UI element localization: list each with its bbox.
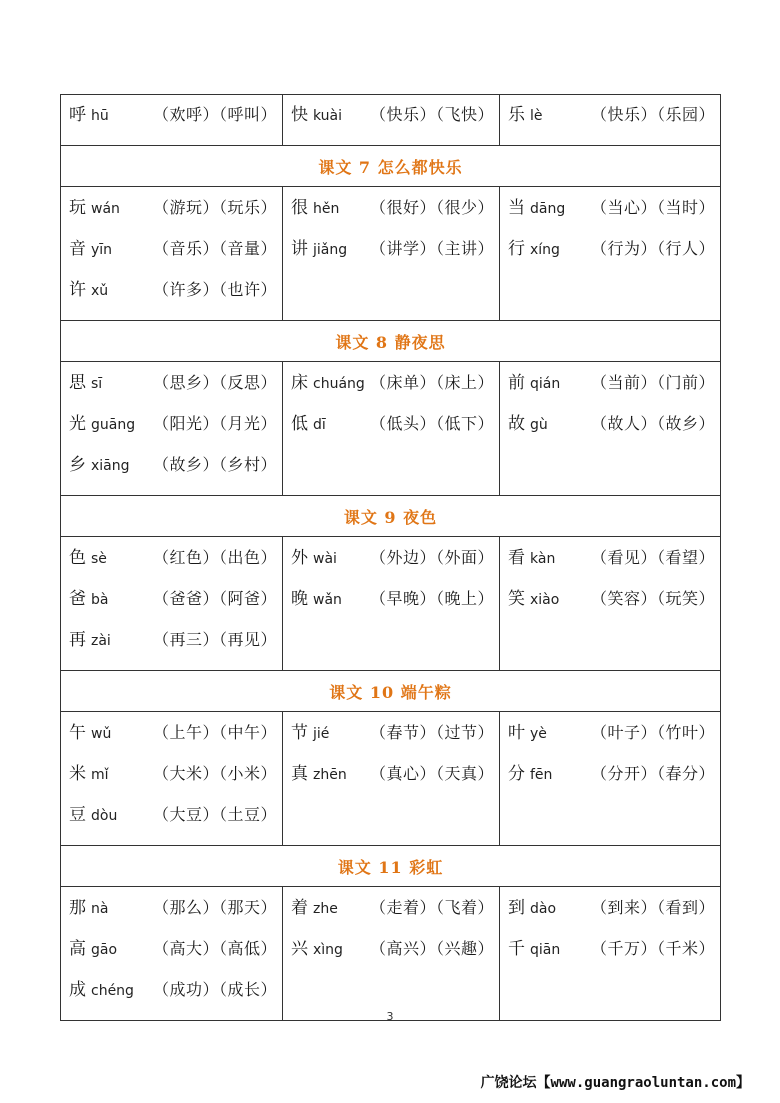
vocab-char: 快 <box>291 105 308 125</box>
vocab-words: （红色）（出色） <box>152 548 277 567</box>
vocab-char: 成 <box>69 980 86 1000</box>
vocab-entry <box>283 197 499 238</box>
vocab-words: （高大）（高低） <box>152 939 277 958</box>
vocab-entry <box>283 547 499 588</box>
vocab-char: 看 <box>508 548 525 568</box>
vocab-words: （讲学）（主讲） <box>369 239 494 258</box>
vocab-words: （笑容）（玩笑） <box>590 589 715 608</box>
vocab-entry <box>283 897 499 938</box>
lesson-words-row <box>61 887 721 1021</box>
carryover-cell <box>283 95 500 146</box>
vocab-words: （故人）（故乡） <box>590 414 715 433</box>
vocab-entry <box>61 938 282 979</box>
vocabulary-table <box>60 94 721 1021</box>
vocab-words: （早晚）（晚上） <box>369 589 494 608</box>
carryover-cell <box>500 95 721 146</box>
vocab-pinyin: yè <box>530 726 547 742</box>
vocab-pinyin: dào <box>530 901 557 917</box>
vocab-entry <box>283 104 499 145</box>
carryover-cell <box>61 95 283 146</box>
lesson-title: 课文 8 静夜思 <box>61 321 721 362</box>
vocab-char: 讲 <box>291 239 308 259</box>
lesson-words-cell <box>61 887 283 1021</box>
vocab-entry <box>283 588 499 629</box>
vocab-pinyin: xǔ <box>91 283 109 299</box>
vocab-char: 着 <box>291 898 308 918</box>
vocab-pinyin: dāng <box>530 201 566 217</box>
vocab-entry <box>500 413 720 454</box>
vocab-entry <box>500 938 720 979</box>
vocab-char: 真 <box>291 764 308 784</box>
vocab-pinyin: nà <box>91 901 109 917</box>
lesson-title: 课文 11 彩虹 <box>61 846 721 887</box>
vocab-entry <box>283 938 499 979</box>
vocab-entry <box>283 722 499 763</box>
lesson-words-cell <box>61 712 283 846</box>
lesson-words-cell <box>283 362 500 496</box>
vocab-entry <box>61 629 282 670</box>
vocab-entry <box>500 722 720 763</box>
lesson-words-cell <box>500 537 721 671</box>
vocab-words: （那么）（那天） <box>152 898 277 917</box>
lesson-words-cell <box>61 537 283 671</box>
vocab-pinyin: zhēn <box>313 767 347 783</box>
vocab-words: （音乐）（音量） <box>152 239 277 258</box>
carryover-row <box>61 95 721 146</box>
vocab-char: 许 <box>69 280 86 300</box>
vocab-pinyin: lè <box>530 108 543 124</box>
lesson-header-row <box>61 846 721 887</box>
vocab-char: 色 <box>69 548 86 568</box>
vocab-words: （到来）（看到） <box>590 898 715 917</box>
vocab-words: （很好）（很少） <box>369 198 494 217</box>
vocab-char: 故 <box>508 414 525 434</box>
vocab-words: （低头）（低下） <box>369 414 494 433</box>
lesson-words-cell <box>500 887 721 1021</box>
vocab-pinyin: dī <box>313 417 326 433</box>
vocab-words: （再三）（再见） <box>152 630 277 649</box>
vocab-char: 玩 <box>69 198 86 218</box>
vocab-pinyin: chuáng <box>313 376 365 392</box>
vocab-pinyin: mǐ <box>91 767 109 783</box>
vocab-entry <box>500 547 720 588</box>
vocab-pinyin: dòu <box>91 808 118 824</box>
vocab-char: 爸 <box>69 589 86 609</box>
lesson-header-row <box>61 671 721 712</box>
lesson-words-cell <box>500 187 721 321</box>
vocab-pinyin: jiǎng <box>313 242 348 258</box>
vocab-words: （快乐）（乐园） <box>590 105 715 124</box>
vocab-entry <box>61 722 282 763</box>
vocab-pinyin: hěn <box>313 201 340 217</box>
lesson-words-cell <box>283 187 500 321</box>
lesson-title: 课文 9 夜色 <box>61 496 721 537</box>
lesson-words-row <box>61 537 721 671</box>
vocab-char: 节 <box>291 723 308 743</box>
vocab-words: （床单）（床上） <box>369 373 494 392</box>
vocab-words: （叶子）（竹叶） <box>590 723 715 742</box>
vocab-words: （千万）（千米） <box>590 939 715 958</box>
vocab-entry <box>283 413 499 454</box>
vocab-words: （分开）（春分） <box>590 764 715 783</box>
vocab-pinyin: sī <box>91 376 103 392</box>
vocab-pinyin: qiān <box>530 942 561 958</box>
vocab-entry <box>61 372 282 413</box>
lesson-words-cell <box>283 887 500 1021</box>
vocab-entry <box>61 197 282 238</box>
vocab-entry <box>283 238 499 279</box>
vocab-char: 前 <box>508 373 525 393</box>
vocab-entry <box>61 104 282 145</box>
vocab-pinyin: kuài <box>313 108 343 124</box>
vocab-pinyin: xìng <box>313 942 343 958</box>
vocab-char: 叶 <box>508 723 525 743</box>
vocab-words: （高兴）（兴趣） <box>369 939 494 958</box>
vocab-words: （思乡）（反思） <box>152 373 277 392</box>
vocab-words: （阳光）（月光） <box>152 414 277 433</box>
vocab-words: （快乐）（飞快） <box>369 105 494 124</box>
vocab-words: （看见）（看望） <box>590 548 715 567</box>
footer-credit: 广饶论坛【www.guangraoluntan.com】 <box>480 1075 750 1091</box>
vocab-entry <box>283 372 499 413</box>
lesson-words-cell <box>283 537 500 671</box>
vocab-words: （当前）（门前） <box>590 373 715 392</box>
lesson-words-cell <box>500 362 721 496</box>
lesson-header-row <box>61 321 721 362</box>
vocab-pinyin: hū <box>91 108 109 124</box>
lesson-title: 课文 7 怎么都快乐 <box>61 146 721 187</box>
vocab-pinyin: bà <box>91 592 109 608</box>
vocab-char: 再 <box>69 630 86 650</box>
vocab-char: 光 <box>69 414 86 434</box>
vocabulary-table-body <box>61 95 721 1021</box>
vocab-char: 到 <box>508 898 525 918</box>
vocab-entry <box>500 897 720 938</box>
vocab-char: 分 <box>508 764 525 784</box>
lesson-words-row <box>61 362 721 496</box>
vocab-words: （行为）（行人） <box>590 239 715 258</box>
vocab-entry <box>61 279 282 320</box>
page-number: 3 <box>386 1010 394 1023</box>
vocab-pinyin: guāng <box>91 417 136 433</box>
lesson-words-cell <box>61 362 283 496</box>
vocab-words: （大豆）（土豆） <box>152 805 277 824</box>
vocab-entry <box>500 372 720 413</box>
vocab-pinyin: wǔ <box>91 726 112 742</box>
lesson-title: 课文 10 端午粽 <box>61 671 721 712</box>
vocab-char: 当 <box>508 198 525 218</box>
vocab-words: （当心）（当时） <box>590 198 715 217</box>
vocab-pinyin: jié <box>313 726 330 742</box>
vocab-words: （走着）（飞着） <box>369 898 494 917</box>
vocab-pinyin: gāo <box>91 942 118 958</box>
lesson-header-row <box>61 496 721 537</box>
vocab-char: 外 <box>291 548 308 568</box>
vocab-char: 那 <box>69 898 86 918</box>
vocab-entry <box>500 104 720 145</box>
vocab-pinyin: sè <box>91 551 107 567</box>
vocab-char: 乡 <box>69 455 86 475</box>
vocab-char: 千 <box>508 939 525 959</box>
vocab-pinyin: xíng <box>530 242 560 258</box>
vocab-pinyin: wǎn <box>313 592 342 608</box>
vocab-pinyin: zài <box>91 633 111 649</box>
vocab-entry <box>61 804 282 845</box>
vocab-pinyin: zhe <box>313 901 338 917</box>
vocab-char: 呼 <box>69 105 86 125</box>
vocab-char: 乐 <box>508 105 525 125</box>
vocab-pinyin: fēn <box>530 767 553 783</box>
vocab-pinyin: kàn <box>530 551 556 567</box>
vocab-char: 兴 <box>291 939 308 959</box>
vocab-words: （游玩）（玩乐） <box>152 198 277 217</box>
vocab-char: 思 <box>69 373 86 393</box>
vocab-entry <box>61 238 282 279</box>
vocab-words: （故乡）（乡村） <box>152 455 277 474</box>
vocab-char: 行 <box>508 239 525 259</box>
vocab-char: 音 <box>69 239 86 259</box>
vocab-entry <box>61 454 282 495</box>
vocab-entry <box>61 763 282 804</box>
vocab-words: （许多）（也许） <box>152 280 277 299</box>
vocab-entry <box>283 763 499 804</box>
vocab-char: 笑 <box>508 589 525 609</box>
vocab-pinyin: gù <box>530 417 548 433</box>
vocab-pinyin: wài <box>313 551 337 567</box>
vocab-words: （真心）（天真） <box>369 764 494 783</box>
vocab-pinyin: qián <box>530 376 561 392</box>
vocab-char: 很 <box>291 198 308 218</box>
vocab-char: 午 <box>69 723 86 743</box>
lesson-words-cell <box>61 187 283 321</box>
lesson-words-cell <box>500 712 721 846</box>
lesson-header-row <box>61 146 721 187</box>
lesson-words-row <box>61 187 721 321</box>
vocab-pinyin: xiāng <box>91 458 130 474</box>
vocab-entry <box>61 413 282 454</box>
vocab-pinyin: chéng <box>91 983 134 999</box>
vocab-entry <box>500 197 720 238</box>
vocab-entry <box>500 588 720 629</box>
vocab-words: （春节）（过节） <box>369 723 494 742</box>
vocab-char: 豆 <box>69 805 86 825</box>
vocab-char: 床 <box>291 373 308 393</box>
vocab-char: 米 <box>69 764 86 784</box>
vocab-entry <box>500 238 720 279</box>
vocab-words: （外边）（外面） <box>369 548 494 567</box>
vocab-words: （欢呼）（呼叫） <box>152 105 277 124</box>
vocab-pinyin: xiào <box>530 592 560 608</box>
vocab-char: 晚 <box>291 589 308 609</box>
vocab-pinyin: wán <box>91 201 120 217</box>
vocab-pinyin: yīn <box>91 242 113 258</box>
vocab-words: （成功）（成长） <box>152 980 277 999</box>
vocab-entry <box>61 547 282 588</box>
vocab-words: （上午）（中午） <box>152 723 277 742</box>
vocab-words: （爸爸）（阿爸） <box>152 589 277 608</box>
vocab-char: 高 <box>69 939 86 959</box>
lesson-words-cell <box>283 712 500 846</box>
vocab-entry <box>500 763 720 804</box>
vocab-words: （大米）（小米） <box>152 764 277 783</box>
vocab-entry <box>61 588 282 629</box>
vocab-entry <box>61 897 282 938</box>
vocab-char: 低 <box>291 414 308 434</box>
lesson-words-row <box>61 712 721 846</box>
